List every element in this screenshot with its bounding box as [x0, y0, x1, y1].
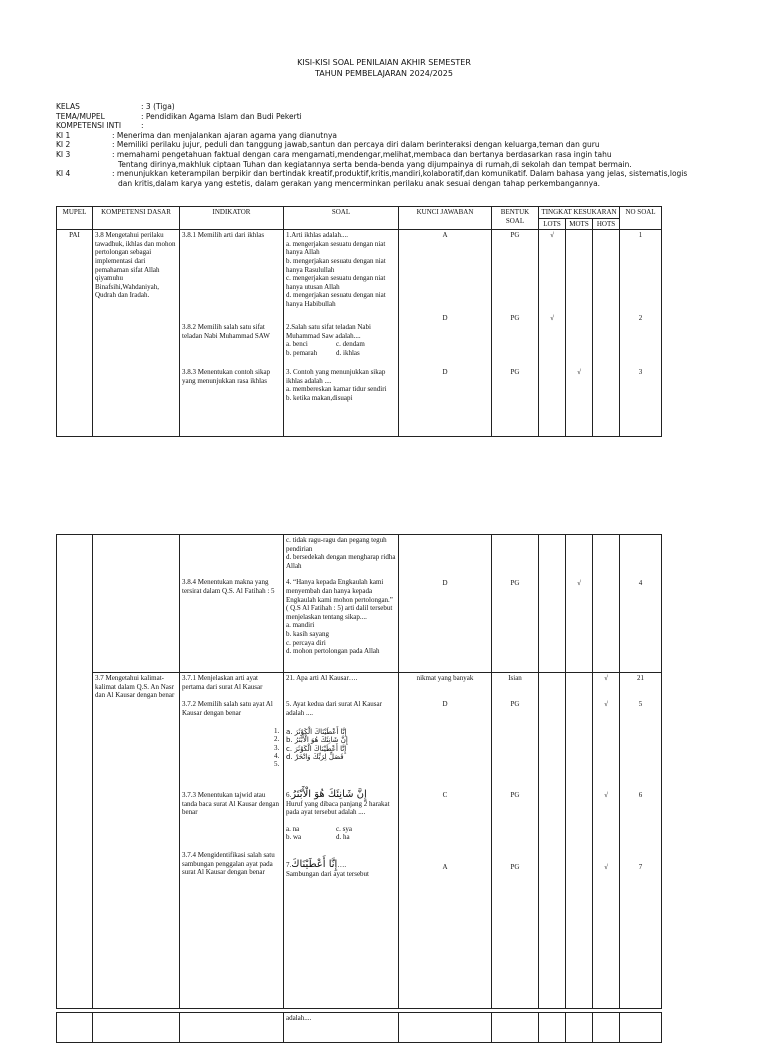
soal-6: [286, 791, 396, 851]
ki4-row-cont: [56, 179, 706, 189]
hots-7: √: [604, 863, 608, 871]
option-d: d. ikhlas: [336, 348, 360, 357]
kunci-1: A: [442, 231, 448, 240]
question-arabic-line: [286, 791, 396, 800]
mots-cell: [566, 1013, 593, 1043]
ki1-label: KI 1: [56, 130, 71, 140]
kunci-3: D: [442, 368, 448, 377]
kunci-21: nikmat yang banyak: [416, 674, 474, 682]
option-c: c. dendam: [336, 340, 365, 349]
grid-table-page-3: [56, 1012, 662, 1043]
col-no: NO SOAL: [620, 207, 662, 230]
col-bentuk: BENTUK SOAL: [492, 207, 539, 230]
soal-2: [286, 323, 396, 368]
kunci-2: D: [442, 314, 448, 323]
question-number: 6.: [286, 791, 292, 799]
number-list: [274, 727, 279, 768]
mots-2: [568, 314, 590, 368]
indikator-cell: [180, 230, 284, 437]
indikator-cell: [180, 1013, 284, 1043]
bentuk-3: PG: [510, 368, 520, 377]
mots-cell: [566, 673, 593, 1009]
kunci-cell: [399, 1013, 492, 1043]
options-row: [286, 833, 396, 842]
spacer: [622, 536, 659, 579]
bentuk-4: PG: [510, 579, 520, 587]
option-a: a. benci: [286, 340, 308, 349]
table-row: [57, 1013, 662, 1043]
soal-3: [286, 368, 396, 402]
option-d: d. ha: [336, 833, 350, 842]
no-cell: [620, 1013, 662, 1043]
soal-cell: [284, 230, 399, 437]
col-soal: SOAL: [284, 207, 399, 230]
col-hots: HOTS: [593, 218, 620, 230]
no-5: 5: [638, 700, 643, 708]
bentuk-cell: [492, 673, 539, 1009]
options-row: [286, 825, 396, 834]
arabic-verse: إِنَّا أَعْطَيْنَاكَ: [291, 859, 338, 870]
option-b: b. wa: [286, 833, 302, 842]
bentuk-6: PG: [510, 791, 520, 799]
question-text: 1.Arti ikhlas adalah....: [286, 231, 349, 240]
spacer: [286, 717, 396, 725]
list-number: 5.: [274, 760, 280, 769]
indikator-8: 3.7.4 Mengidentifikasi salah satu sambungan penggalan ayat pada surat Al Kausar dengan benar: [182, 851, 275, 877]
soal-1: [286, 231, 396, 323]
lots-2: √: [550, 314, 554, 323]
spacer: [401, 536, 489, 579]
kunci-cell: [399, 673, 492, 1009]
ki3-value-cont: Tentang dirinya,makhluk ciptaan Tuhan dan kegiatannya serta benda-benda yang dijumpainya di rumah,di sekolah dan tempat bermain.: [118, 159, 632, 169]
option-c: c. tidak ragu-ragu dan pegang teguh pendirian: [286, 536, 387, 553]
kunci-cell: [399, 230, 492, 437]
grid-table-page-1: [56, 206, 662, 437]
option-b: b. kasih sayang: [286, 629, 329, 638]
no-cell: [620, 230, 662, 437]
ki3-row-cont: [56, 160, 706, 170]
ki1-row: [56, 131, 706, 141]
tema-value: : Pendidikan Agama Islam dan Budi Pekerti: [141, 111, 302, 121]
bentuk-cell: [492, 230, 539, 437]
option-c: c. percaya diri: [286, 638, 326, 647]
lots-1: √: [550, 231, 554, 240]
hots-cell: [593, 673, 620, 1009]
options-row: [286, 349, 396, 358]
indikator-3: 3.8.3 Menentukan contoh sikap yang menunjukkan rasa ikhlas: [182, 368, 271, 385]
mots-1: [568, 231, 590, 314]
option-d: d. فَصَلِّ لِرَبِّكَ وَانْحَرْ: [286, 753, 344, 762]
indikator-2: 3.8.2 Memilih salah satu sifat teladan Nabi Muhammad SAW: [182, 323, 270, 340]
spacer: [568, 536, 590, 579]
hots-2: [595, 314, 617, 368]
kunci-6: C: [442, 791, 448, 799]
kunci-cell: [399, 535, 492, 673]
hots-6: √: [604, 791, 608, 799]
col-kunci: KUNCI JAWABAN: [399, 207, 492, 230]
document-header: [56, 102, 706, 188]
table-row: [57, 230, 662, 437]
option-d: d. mohon pertolongan pada Allah: [286, 647, 380, 656]
col-kompetensi-dasar: KOMPETENSI DASAR: [93, 207, 180, 230]
spacer: [595, 536, 617, 579]
table-row: [57, 673, 662, 1009]
bentuk-7: PG: [510, 863, 520, 871]
ki4-value-cont: dan kritis,dalam karya yang estetis, dalam gerakan yang mencerminkan perilaku anak sesuai dengan tahap perkembangannya.: [118, 178, 601, 188]
spacer: [286, 570, 396, 578]
col-tingkat: TINGKAT KESUKARAN: [539, 207, 620, 219]
col-indikator: INDIKATOR: [180, 207, 284, 230]
lots-cell: [539, 1013, 566, 1043]
no-cell: [620, 535, 662, 673]
no-7: 7: [638, 863, 643, 871]
kd-cell: 3.7 Mengetahui kalimat-kalimat dalam Q.S. An Nasr dan Al Kausar dengan benar: [93, 673, 180, 1009]
mots-4: √: [577, 579, 581, 587]
kelas-value: : 3 (Tiga): [141, 102, 175, 111]
kunci-7: A: [442, 863, 448, 871]
col-mupel: MUPEL: [57, 207, 93, 230]
spacer: [286, 817, 396, 825]
table-header-row: [57, 207, 662, 219]
ki3-label: KI 3: [56, 149, 71, 159]
indikator-4: 3.8.4 Menentukan makna yang tersirat dalam Q.S. Al Fatihah : 5: [182, 578, 275, 595]
hots-cell: [593, 230, 620, 437]
bentuk-cell: [492, 535, 539, 673]
indikator-5: 3.7.1 Menjelaskan arti ayat pertama dari surat Al Kausar: [182, 674, 263, 691]
ki1-value: : Menerima dan menjalankan ajaran agama yang dianutnya: [112, 130, 337, 140]
bentuk-cell: [492, 1013, 539, 1043]
kunci-5: D: [442, 700, 448, 708]
tema-row: [56, 112, 706, 122]
ki-value: :: [141, 121, 144, 131]
list-number: 4.: [274, 751, 280, 760]
option-c: c. sya: [336, 824, 352, 833]
no-cell: [620, 673, 662, 1009]
mots-cell: [566, 230, 593, 437]
soal-cell: [274, 673, 399, 1009]
option-a: a. mandiri: [286, 621, 315, 630]
option-a: a. na: [286, 824, 300, 833]
lots-cell: [539, 673, 566, 1009]
list-number: 1.: [274, 727, 280, 735]
option-b: b. ketika makan,disuapi: [286, 393, 353, 402]
indikator-cell: [180, 535, 284, 673]
ki-row: [56, 121, 706, 131]
kelas-row: [56, 102, 706, 112]
option-b: b. mengerjakan sesuatu dengan niat hanya Rasulullah: [286, 256, 386, 274]
indikator-7: 3.7.3 Menentukan tajwid atau tanda baca surat Al Kausar dengan benar: [182, 791, 279, 817]
arabic-verse: إِنَّ شَانِئَكَ هُوَ الْأَبْتَرُ: [291, 789, 367, 800]
question-text: 2.Salah satu sifat teladan Nabi Muhammad Saw adalah....: [286, 323, 371, 340]
list-number: 3.: [274, 743, 280, 752]
option-c: c. mengerjakan sesuatu dengan niat hanya utusan Allah: [286, 274, 386, 291]
bentuk-1: PG: [510, 231, 520, 240]
question-ellipsis: ….: [337, 861, 347, 869]
options-row: [286, 340, 396, 349]
kunci-4: D: [442, 579, 448, 587]
option-d: d. bersedekah dengan mengharap ridha Allah: [286, 553, 396, 570]
hots-cell: [593, 535, 620, 673]
mots-cell: [566, 535, 593, 673]
soal-21: 21. Apa arti Al Kausar….: [286, 674, 358, 682]
col-mots: MOTS: [566, 218, 593, 230]
ki3-row: [56, 150, 706, 160]
ki2-row: [56, 140, 706, 150]
question-number: 7.: [286, 861, 292, 869]
mupel-cell: [57, 1013, 93, 1043]
no-2: 2: [638, 314, 643, 323]
question-text: 5. Ayat kedua dari surat Al Kausar adalah ....: [286, 700, 382, 717]
option-b: b. pemarah: [286, 348, 318, 357]
arabic-options: [286, 725, 396, 761]
ki4-row: [56, 169, 706, 179]
bentuk-2: PG: [510, 314, 520, 323]
question-text: Huruf yang dibaca panjang 2 harakat pada ayat tersebut adalah ....: [286, 799, 390, 817]
soal-5: [274, 700, 396, 791]
hots-cell: [593, 1013, 620, 1043]
option-c: c. إِنَّا أَعْطَيْنَاكَ الْكَوْثَرَ: [286, 744, 347, 753]
mupel-cell: PAI: [57, 230, 93, 437]
kelas-label: KELAS: [56, 102, 80, 111]
soal-7: [286, 851, 396, 878]
spacer: [182, 536, 281, 578]
indikator-6: 3.7.2 Memilih salah satu ayat Al Kausar dengan benar: [182, 700, 273, 717]
list-number: 2.: [274, 735, 280, 744]
no-21: 21: [637, 674, 644, 682]
spacer: [494, 536, 536, 579]
soal-cell: adalah....: [284, 1013, 399, 1043]
question-arabic-line: [286, 861, 396, 870]
question-text: 3. Contoh yang menunjukkan sikap ikhlas adalah ....: [286, 368, 386, 385]
option-a: a. mengerjakan sesuatu dengan niat hanya Allah: [286, 239, 386, 257]
spacer: [541, 536, 563, 579]
hots-1: [595, 231, 617, 314]
lots-cell: [539, 230, 566, 437]
option-a: a. membereskan kamar tidur sendiri: [286, 385, 387, 394]
no-6: 6: [638, 791, 643, 799]
document-title: KISI-KISI SOAL PENILAIAN AKHIR SEMESTER: [297, 58, 471, 67]
hots-21: √: [604, 674, 608, 682]
ki2-value: : Memiliki perilaku jujur, peduli dan tanggung jawab,santun dan percaya diri dalam berinteraksi dengan keluarga,teman dan guru: [112, 140, 600, 150]
indikator-cell: [180, 673, 284, 1009]
mupel-cell: [57, 535, 93, 1009]
no-1: 1: [638, 231, 643, 240]
question-text: Sambungan dari ayat tersebut: [286, 869, 370, 878]
bentuk-5: PG: [510, 700, 520, 708]
option-a: a. إِنَّا أَعْطَيْنَاكَ الْكَوْثَرَ: [286, 728, 347, 737]
grid-table-page-2: [56, 534, 662, 1009]
no-4: 4: [638, 579, 643, 587]
lots-cell: [539, 535, 566, 673]
ki2-label: KI 2: [56, 140, 71, 150]
option-d: d. mengerjakan sesuatu dengan niat hanya Habibullah: [286, 291, 386, 308]
indikator-1: 3.8.1 Memilih arti dari ikhlas: [182, 231, 265, 240]
ki3-value: : memahami pengetahuan faktual dengan cara mengamati,mendengar,melihat,membaca dan bertanya berdasarkan rasa ingin tahu: [112, 149, 612, 159]
option-b: b. إِنَّ شَانِئَكَ هُوَ الْأَبْتَرُ: [286, 736, 348, 745]
soal-cell: [284, 535, 399, 673]
tema-label: TEMA/MUPEL: [56, 111, 105, 121]
kd-cell: [93, 535, 180, 673]
table-row: [57, 535, 662, 673]
document-subtitle: TAHUN PEMBELAJARAN 2024/2025: [315, 69, 453, 78]
col-lots: LOTS: [539, 218, 566, 230]
no-3: 3: [638, 368, 643, 377]
kd-cell: [93, 1013, 180, 1043]
hots-5: √: [604, 700, 608, 708]
bentuk-21: Isian: [508, 674, 522, 682]
ki-label: KOMPETENSI INTI: [56, 121, 122, 131]
mots-3: √: [577, 368, 581, 377]
kd-cell: 3.8 Mengetahui perilaku tawadhuk, ikhlas dan mohon pertolongan sebagai implementasi dari pemahaman sifat Allah qiyamuhu Binafsihi,Wahdaniyah, Qudrah dan Iradah.: [93, 230, 180, 437]
question-text: 4. “Hanya kepada Engkaulah kami menyembah dan hanya kepada Engkaulah kami mohon pertolongan.” ( Q.S Al Fatihah : 5) arti dalil tersebut menjelaskan tentang sikap....: [286, 578, 393, 621]
ki4-value: : menunjukkan keterampilan berpikir dan bertindak kreatif,produktif,kritis,mandiri,kolaboratif,dan komunikatif. Dalam bahasa yang jelas, sistematis,logis: [112, 169, 688, 179]
ki4-label: KI 4: [56, 169, 71, 179]
